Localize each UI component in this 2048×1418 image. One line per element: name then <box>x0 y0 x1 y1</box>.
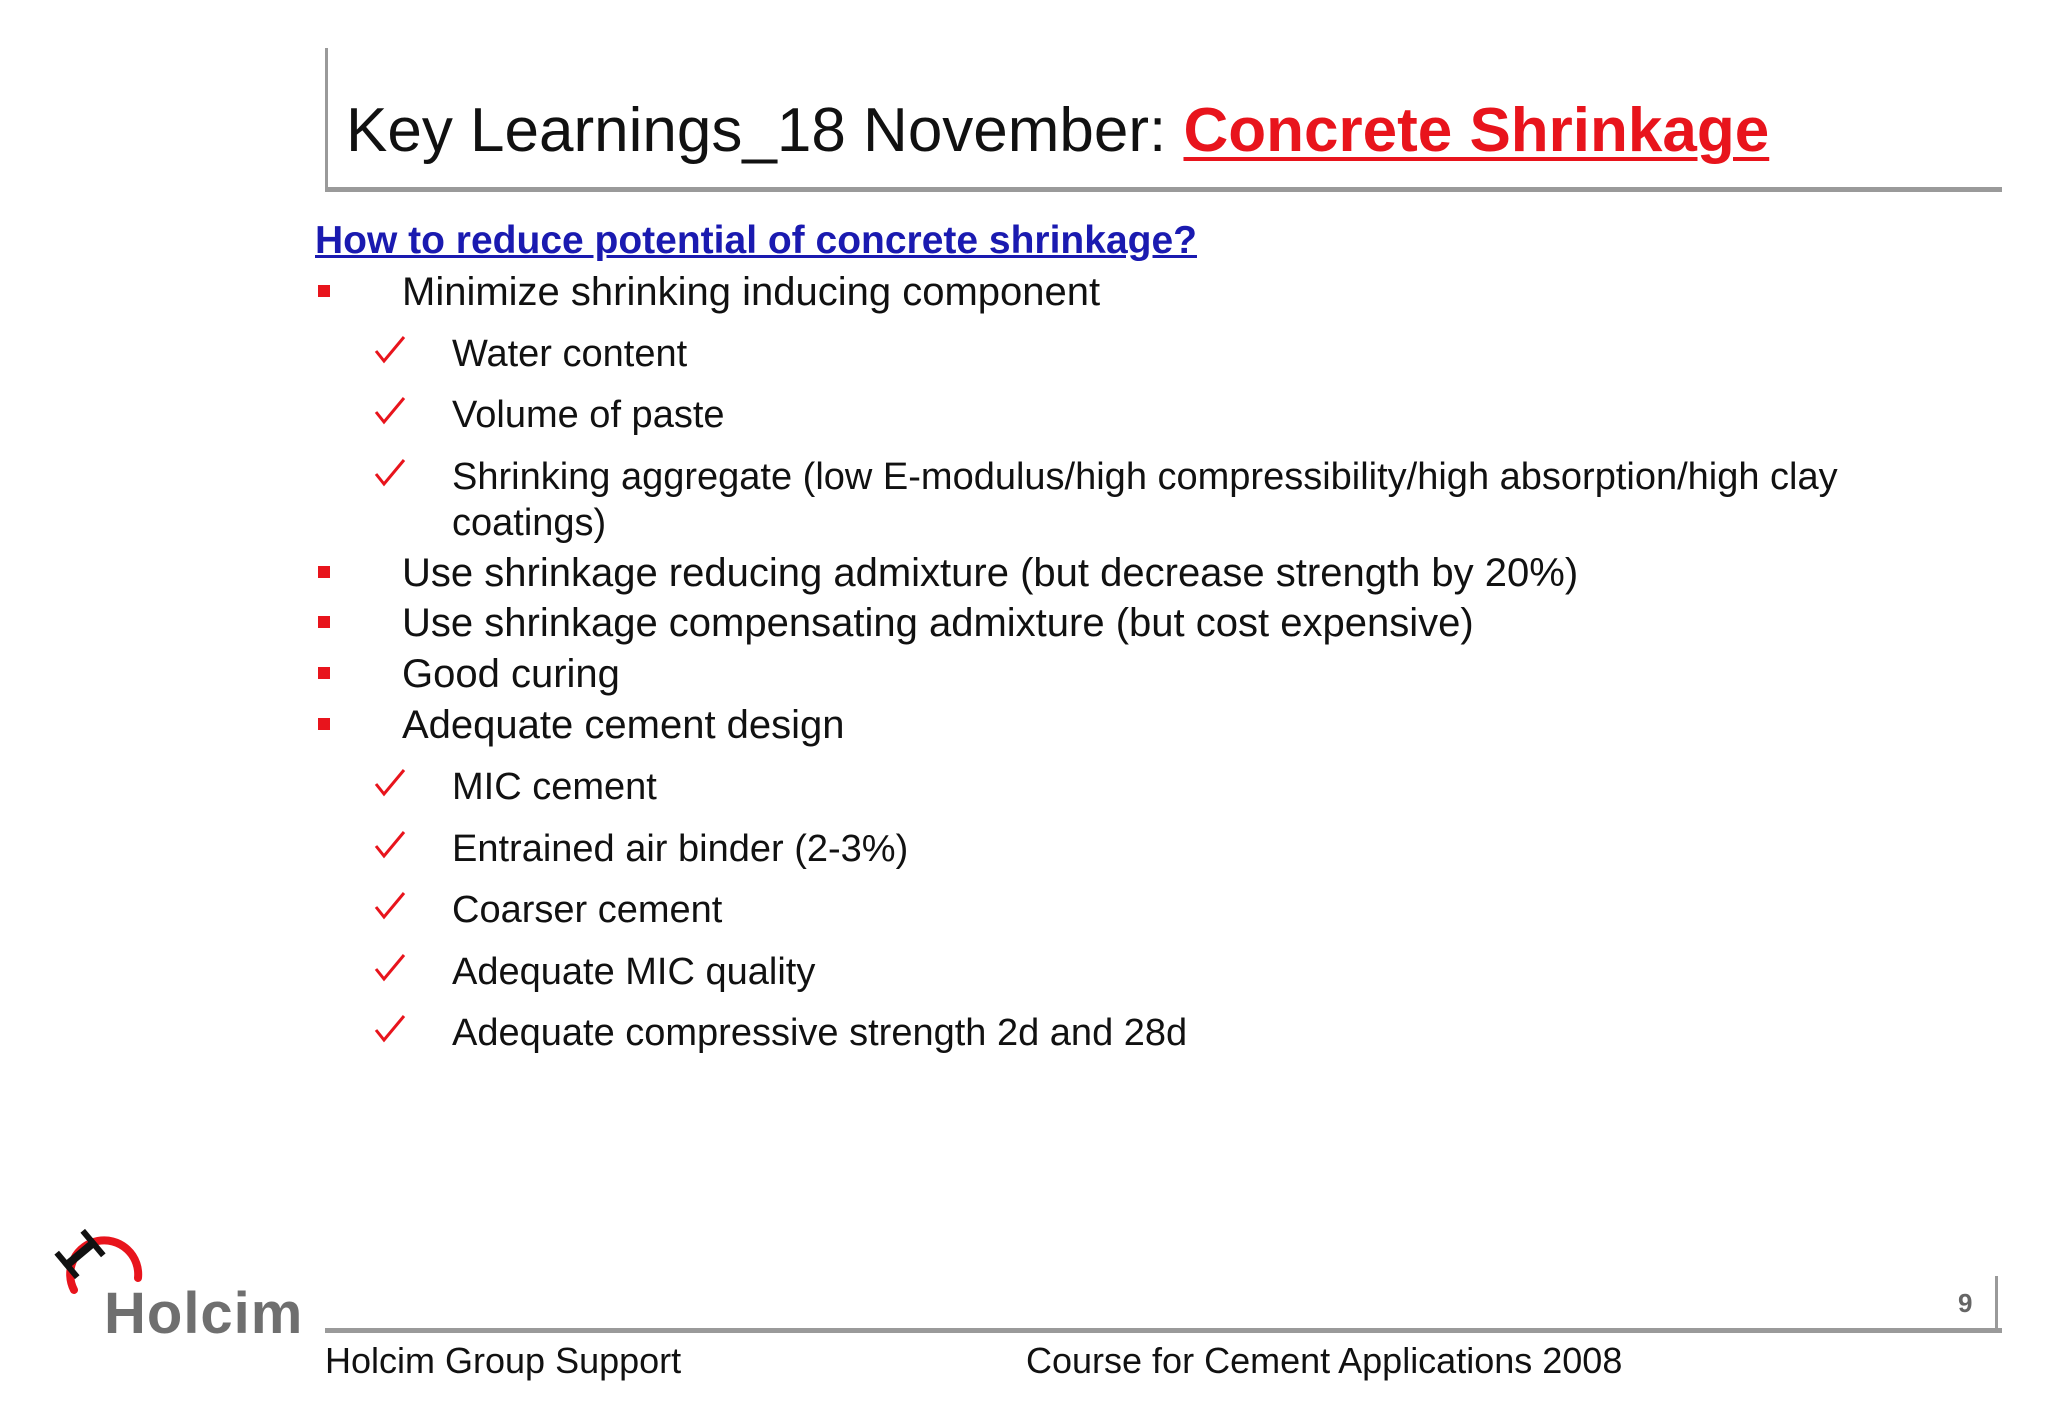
checkmark-icon <box>372 1010 408 1046</box>
checkmark-icon <box>372 949 408 985</box>
square-bullet-icon <box>318 566 330 578</box>
page-number-frame <box>1995 1276 1998 1331</box>
square-bullet-icon <box>318 718 330 730</box>
checkmark-icon <box>372 454 408 490</box>
page-title <box>346 96 1770 165</box>
logo-text: Holcim <box>104 1281 304 1346</box>
footer-organization: Holcim Group Support <box>325 1340 682 1381</box>
section-heading: How to reduce potential of concrete shrinkage? <box>315 219 1197 262</box>
checkmark-icon <box>372 764 408 800</box>
footer-course: Course for Cement Applications 2008 <box>1026 1340 1623 1381</box>
checkmark-icon <box>372 826 408 862</box>
checkmark-icon <box>372 331 408 367</box>
page-number: 9 <box>1958 1288 1973 1318</box>
title-divider <box>325 187 2002 192</box>
title-prefix: Key Learnings_18 November: <box>346 96 1184 165</box>
checkmark-icon <box>372 887 408 923</box>
square-bullet-icon <box>318 285 330 297</box>
checkmark-icon <box>372 392 408 428</box>
title-frame-vertical <box>325 48 328 190</box>
title-accent: Concrete Shrinkage <box>1183 96 1770 165</box>
square-bullet-icon <box>318 616 330 628</box>
square-bullet-icon <box>318 667 330 679</box>
footer-divider <box>325 1328 2002 1333</box>
